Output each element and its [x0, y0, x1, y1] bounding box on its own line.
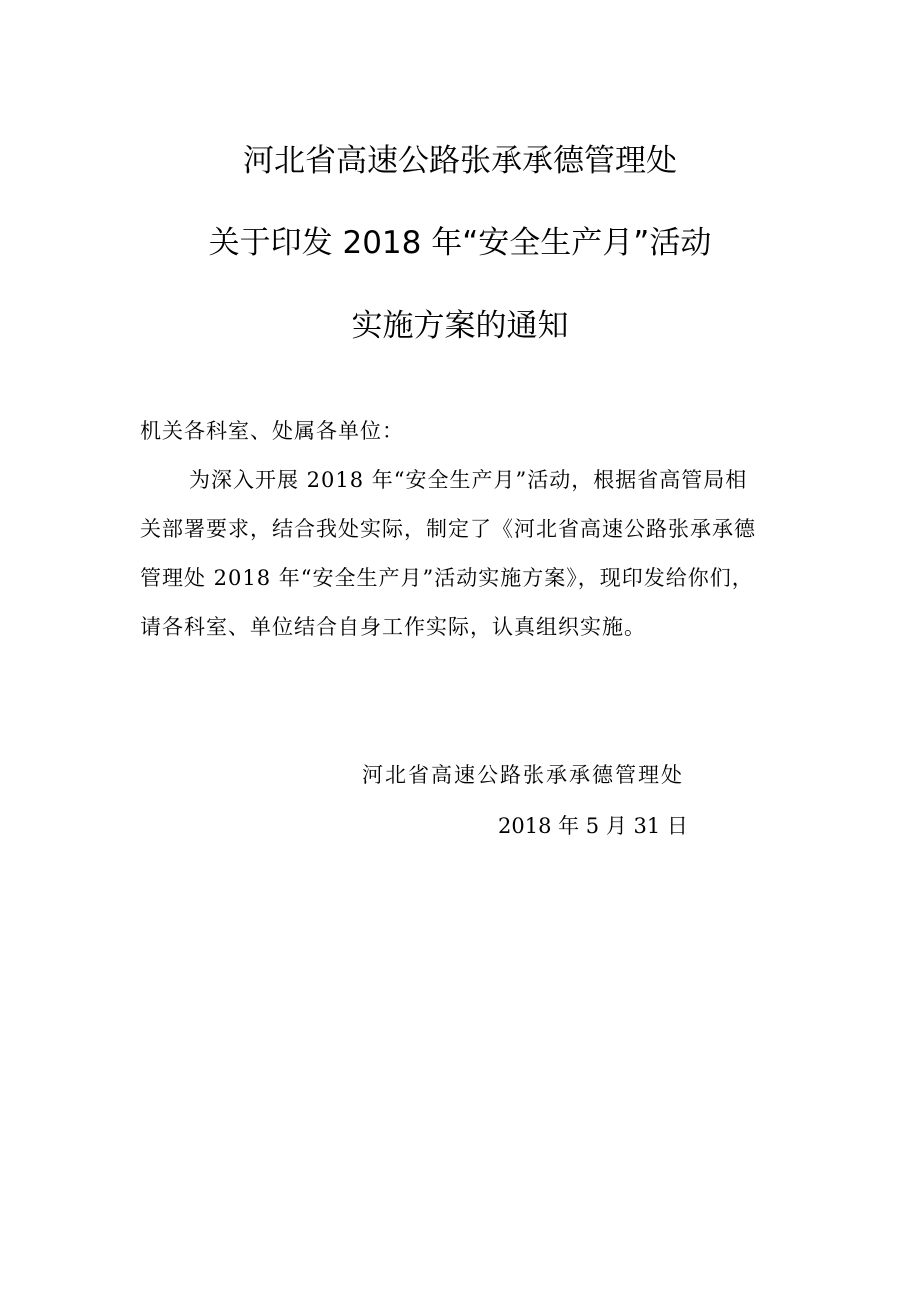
body-line-4: 请各科室、单位结合自身工作实际，认真组织实施。: [140, 615, 646, 639]
document-title-line-2: 关于印发 2018 年“安全生产月”活动: [208, 225, 712, 261]
body-line-2: 关部署要求，结合我处实际，制定了《河北省高速公路张承承德: [140, 517, 756, 541]
salutation: 机关各科室、处属各单位：: [140, 419, 404, 443]
body-line-1: 为深入开展 2018 年“安全生产月”活动，根据省高管局相: [189, 468, 748, 492]
body-line-3: 管理处 2018 年“安全生产月”活动实施方案》，现印发给你们，: [140, 566, 754, 590]
document-title-line-1: 河北省高速公路张承承德管理处: [243, 143, 677, 179]
signature-organization: 河北省高速公路张承承德管理处: [362, 763, 684, 787]
document-title-line-3: 实施方案的通知: [351, 308, 569, 344]
signature-date: 2018 年 5 月 31 日: [498, 814, 688, 838]
